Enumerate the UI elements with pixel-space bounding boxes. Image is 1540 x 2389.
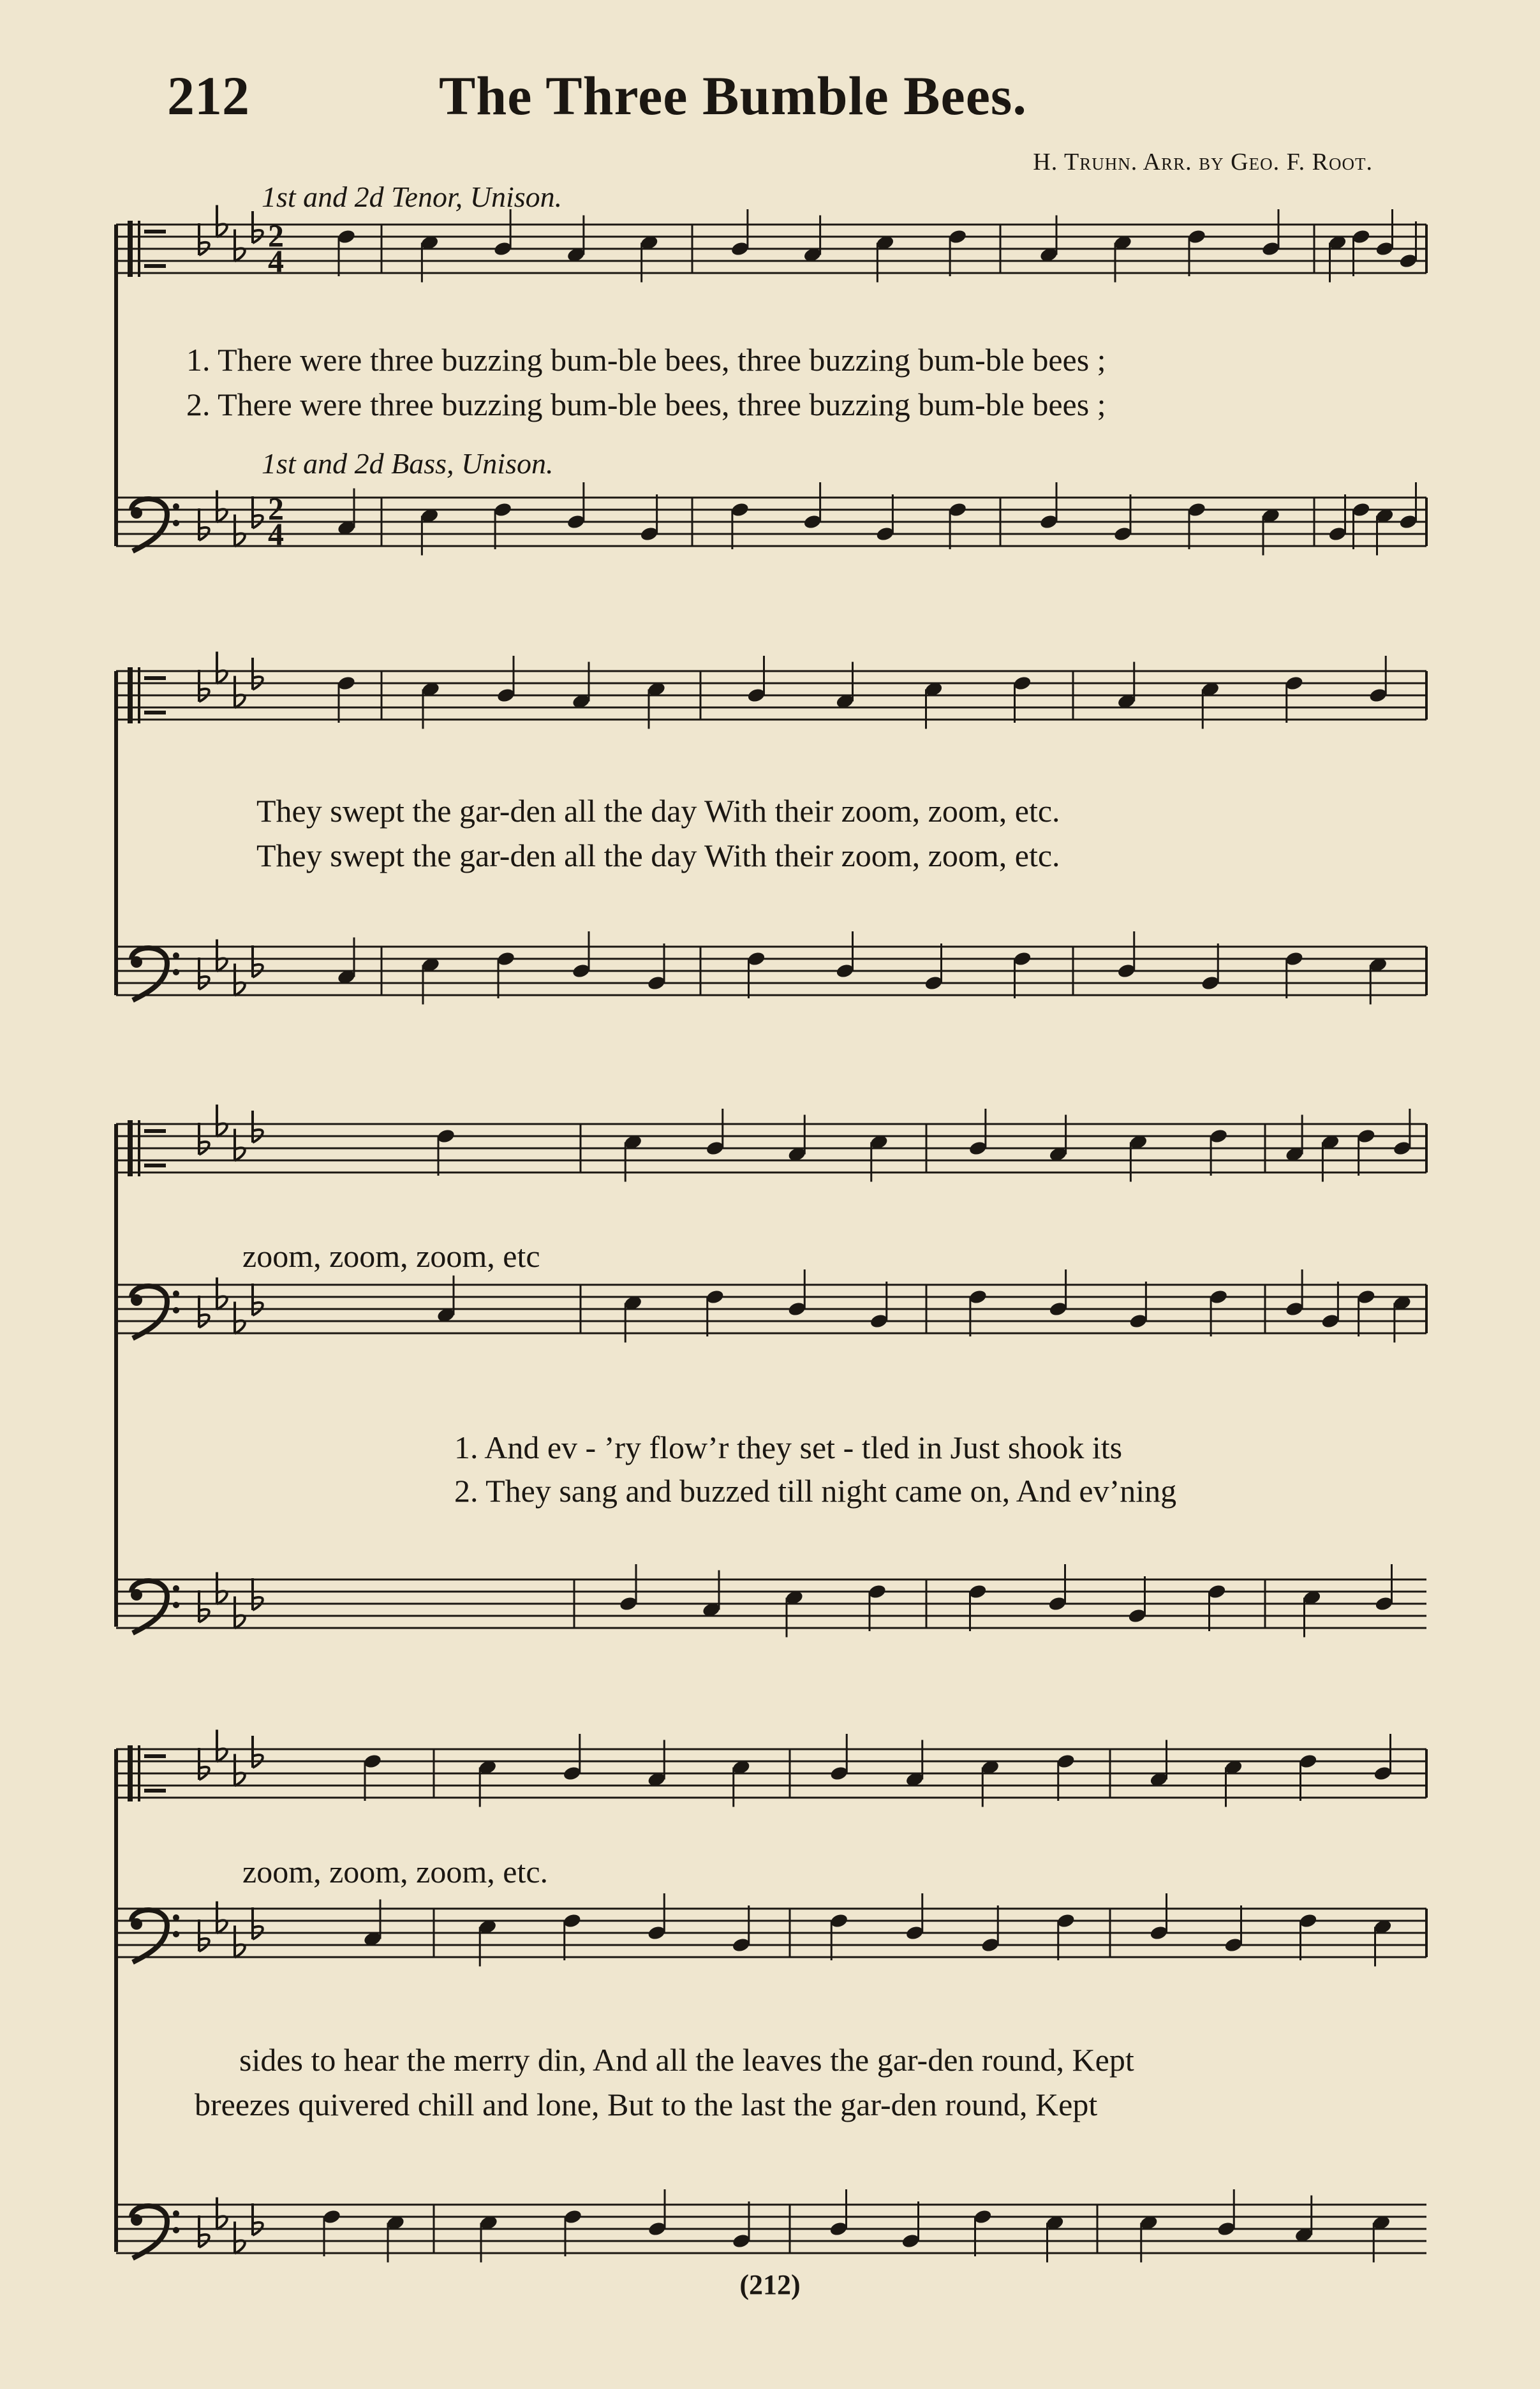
tenor-clef-icon (144, 1754, 166, 1758)
composer-credits: H. Truhn. Arr. by Geo. F. Root. (1033, 149, 1373, 175)
lyric-refrain-1: zoom, zoom, zoom, etc (242, 1238, 540, 1274)
time-signature-digit: 4 (268, 243, 284, 279)
lyric-verse-1-line-4: sides to hear the merry din, And all the leaves the gar-den round, Kept (239, 2042, 1134, 2078)
bass-clef-icon (173, 969, 179, 975)
hymn-title: The Three Bumble Bees. (439, 65, 1027, 126)
bass-clef-icon (131, 1294, 142, 1306)
flat-sign-icon (217, 224, 227, 237)
time-signature-digit: 4 (268, 516, 284, 552)
flat-sign-icon (235, 1148, 245, 1160)
flat-sign-icon (217, 1296, 227, 1309)
flat-sign-icon (235, 695, 245, 707)
flat-sign-icon (235, 533, 245, 546)
bass-clef-icon (173, 952, 179, 959)
bass-clef-icon (173, 503, 179, 510)
bass-clef-icon (173, 1602, 179, 1608)
tenor-clef-icon (144, 264, 166, 268)
tenor-clef-icon (144, 676, 166, 680)
bass-clef-icon (173, 1307, 179, 1313)
lyric-verse-2-line-3: 2. They sang and buzzed till night came on, And ev’ning (454, 1473, 1177, 1509)
lyric-verse-1-line-3: 1. And ev - ’ry flow’r they set - tled in Just shook its (454, 1430, 1123, 1465)
hymn-number: 212 (167, 65, 249, 126)
lyric-refrain-2: zoom, zoom, zoom, etc. (242, 1854, 549, 1890)
tenor-clef-icon (144, 711, 166, 714)
flat-sign-icon (217, 1749, 227, 1761)
bass-clef-icon (173, 1291, 179, 1297)
bass-clef-icon (173, 1585, 179, 1592)
lyric-verse-2-line-4: breezes quivered chill and lone, But to the last the gar-den round, Kept (195, 2087, 1098, 2122)
flat-sign-icon (217, 1591, 227, 1604)
bass-clef-icon (173, 2210, 179, 2217)
bass-clef-icon (131, 956, 142, 968)
bass-clef-icon (131, 2206, 167, 2258)
flat-sign-icon (235, 1615, 245, 1628)
bass-clef-icon (131, 1918, 142, 1930)
tenor-clef-icon (138, 221, 140, 277)
flat-sign-icon (235, 1320, 245, 1333)
bass-clef-icon (131, 507, 142, 519)
tenor-clef-icon (144, 1164, 166, 1167)
flat-sign-icon (217, 509, 227, 522)
tenor-clef-icon (138, 667, 140, 723)
bass-clef-icon (131, 1589, 142, 1601)
tenor-clef-icon (144, 230, 166, 233)
bass-clef-icon (173, 2227, 179, 2233)
tenor-clef-icon (128, 667, 133, 723)
tenor-clef-icon (128, 1745, 133, 1801)
lyric-verse-2-line-2: They swept the gar-den all the day With their zoom, zoom, etc. (256, 838, 1060, 873)
time-signature-digit: 2 (268, 218, 284, 253)
lyric-verse-2-line-1: 2. There were three buzzing bum-ble bees, three buzzing bum-ble bees ; (186, 387, 1106, 422)
bass-direction: 1st and 2d Bass, Unison. (262, 447, 554, 480)
bass-clef-icon (131, 499, 167, 551)
flat-sign-icon (235, 1773, 245, 1786)
tenor-clef-icon (128, 221, 133, 277)
tenor-clef-icon (138, 1120, 140, 1176)
bass-clef-icon (131, 1910, 167, 1962)
flat-sign-icon (235, 2240, 245, 2253)
bass-clef-icon (131, 1581, 167, 1633)
flat-sign-icon (235, 1944, 245, 1957)
bass-clef-icon (131, 2214, 142, 2226)
flat-sign-icon (235, 982, 245, 995)
bass-clef-icon (131, 948, 167, 1000)
tenor-clef-icon (144, 1129, 166, 1133)
time-signature-digit: 2 (268, 491, 284, 526)
flat-sign-icon (217, 958, 227, 971)
bass-clef-icon (173, 1931, 179, 1937)
flat-sign-icon (235, 248, 245, 261)
flat-sign-icon (217, 670, 227, 683)
tenor-clef-icon (128, 1120, 133, 1176)
bass-clef-icon (173, 1914, 179, 1921)
page-number: (212) (739, 2269, 801, 2300)
bass-clef-icon (131, 1286, 167, 1338)
tenor-direction: 1st and 2d Tenor, Unison. (262, 181, 563, 213)
flat-sign-icon (217, 1920, 227, 1933)
flat-sign-icon (217, 1123, 227, 1136)
tenor-clef-icon (138, 1745, 140, 1801)
bass-clef-icon (173, 520, 179, 526)
flat-sign-icon (217, 2216, 227, 2229)
lyric-verse-1-line-2: They swept the gar-den all the day With their zoom, zoom, etc. (256, 793, 1060, 829)
tenor-clef-icon (144, 1789, 166, 1793)
lyric-verse-1-line-1: 1. There were three buzzing bum-ble bees, three buzzing bum-ble bees ; (186, 342, 1106, 378)
